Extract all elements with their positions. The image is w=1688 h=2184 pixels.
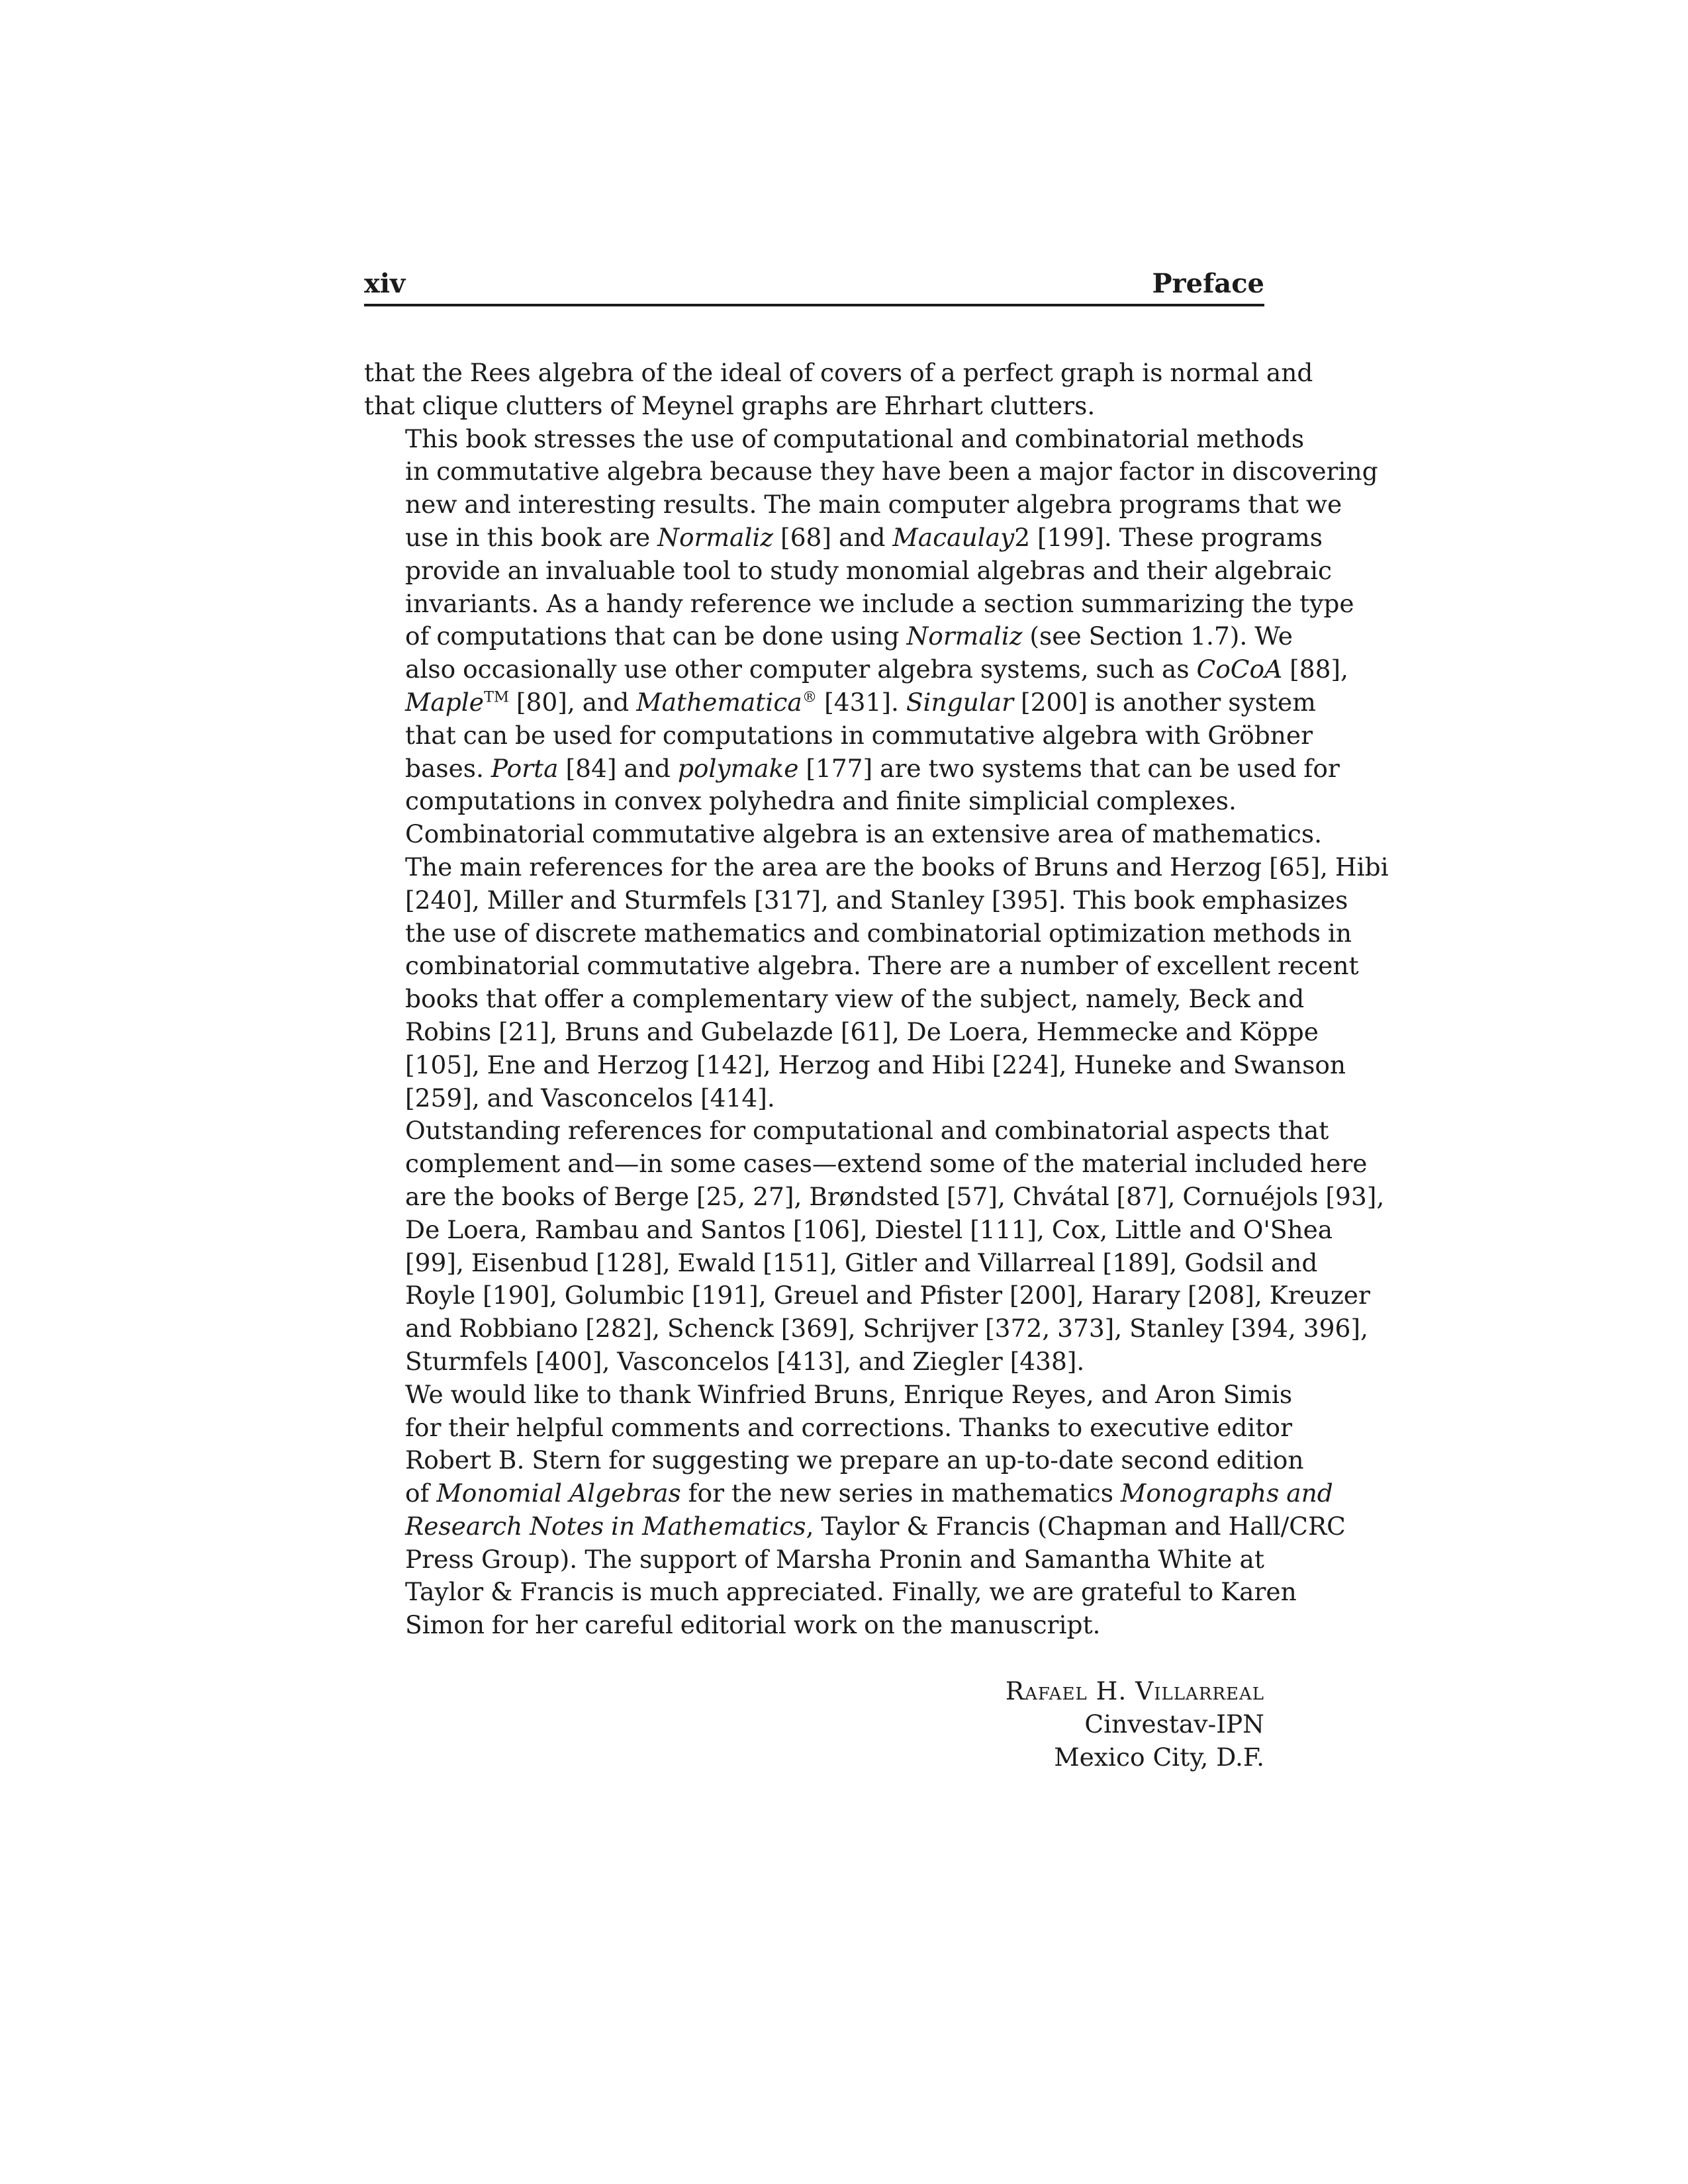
text-line: [259], and Vasconcelos [414]. bbox=[405, 1083, 775, 1113]
text-line: Research Notes in Mathematics, Taylor & Francis (Chapman and Hall/CRC bbox=[405, 1511, 1346, 1541]
text-line: use in this book are Normaliz [68] and Macaulay2 [199]. These programs bbox=[405, 522, 1323, 552]
running-header bbox=[364, 268, 1264, 306]
text-line: in commutative algebra because they have been a major factor in discovering bbox=[405, 457, 1378, 486]
text-line: combinatorial commutative algebra. There are a number of excellent recent bbox=[405, 951, 1359, 981]
text-line: complement and—in some cases—extend some of the material included here bbox=[405, 1149, 1368, 1179]
paragraph bbox=[364, 1379, 1346, 1642]
text-line: Robins [21], Bruns and Gubelazde [61], De Loera, Hemmecke and Köppe bbox=[405, 1017, 1319, 1046]
text-line: Maple™ [80], and Mathematica® [431]. Singular [200] is another system bbox=[405, 687, 1316, 717]
paragraph bbox=[364, 357, 1313, 423]
text-line: [105], Ene and Herzog [142], Herzog and Hibi [224], Huneke and Swanson bbox=[405, 1050, 1346, 1079]
text-line: Robert B. Stern for suggesting we prepare an up-to-date second edition bbox=[405, 1445, 1304, 1475]
text-line: The main references for the area are the books of Bruns and Herzog [65], Hibi bbox=[405, 852, 1389, 882]
text-line: Combinatorial commutative algebra is an extensive area of mathematics. bbox=[405, 819, 1323, 849]
text-line: bases. Porta [84] and polymake [177] are two systems that can be used for bbox=[405, 753, 1340, 783]
paragraph bbox=[364, 423, 1378, 819]
text-line: that can be used for computations in commutative algebra with Gröbner bbox=[405, 720, 1313, 750]
author-location: Mexico City, D.F. bbox=[1054, 1742, 1264, 1772]
text-line: the use of discrete mathematics and combinatorial optimization methods in bbox=[405, 918, 1352, 948]
page-number: xiv bbox=[364, 268, 406, 299]
text-line: for their helpful comments and corrections. Thanks to executive editor bbox=[405, 1412, 1292, 1442]
author-name: Rafael H. Villarreal bbox=[1005, 1676, 1264, 1706]
text-line: Taylor & Francis is much appreciated. Finally, we are grateful to Karen bbox=[405, 1577, 1297, 1607]
text-line: Royle [190], Golumbic [191], Greuel and Pfister [200], Harary [208], Kreuzer bbox=[405, 1281, 1370, 1310]
text-line: [240], Miller and Sturmfels [317], and Stanley [395]. This book emphasizes bbox=[405, 885, 1348, 915]
text-line: that clique clutters of Meynel graphs are Ehrhart clutters. bbox=[364, 390, 1096, 420]
text-line: provide an invaluable tool to study monomial algebras and their algebraic bbox=[405, 555, 1333, 585]
text-line: Outstanding references for computational and combinatorial aspects that bbox=[405, 1116, 1329, 1146]
paragraph bbox=[364, 1115, 1385, 1378]
text-line: This book stresses the use of computational and combinatorial methods bbox=[405, 424, 1305, 453]
text-line: of computations that can be done using Normaliz (see Section 1.7). We bbox=[405, 621, 1293, 651]
text-line: also occasionally use other computer algebra systems, such as CoCoA [88], bbox=[405, 655, 1348, 684]
text-line: and Robbiano [282], Schenck [369], Schrijver [372, 373], Stanley [394, 396], bbox=[405, 1314, 1368, 1343]
preface-body bbox=[364, 357, 1389, 1642]
text-line: invariants. As a handy reference we include a section summarizing the type bbox=[405, 588, 1354, 618]
section-title: Preface bbox=[1152, 268, 1264, 299]
text-line: We would like to thank Winfried Bruns, Enrique Reyes, and Aron Simis bbox=[405, 1379, 1293, 1409]
page bbox=[364, 268, 1389, 1774]
text-line: Simon for her careful editorial work on the manuscript. bbox=[405, 1610, 1101, 1640]
text-line: are the books of Berge [25, 27], Brøndsted [57], Chvátal [87], Cornuéjols [93], bbox=[405, 1181, 1385, 1211]
text-line: new and interesting results. The main computer algebra programs that we bbox=[405, 490, 1342, 520]
text-line: books that offer a complementary view of the subject, namely, Beck and bbox=[405, 984, 1305, 1014]
text-line: Sturmfels [400], Vasconcelos [413], and Ziegler [438]. bbox=[405, 1346, 1085, 1376]
text-line: De Loera, Rambau and Santos [106], Diestel [111], Cox, Little and O'Shea bbox=[405, 1214, 1333, 1244]
text-line: that the Rees algebra of the ideal of covers of a perfect graph is normal and bbox=[364, 358, 1313, 387]
paragraph bbox=[364, 818, 1389, 1115]
text-line: computations in convex polyhedra and finite simplicial complexes. bbox=[405, 786, 1237, 816]
text-line: Press Group). The support of Marsha Pronin and Samantha White at bbox=[405, 1544, 1264, 1574]
signature-block bbox=[364, 1675, 1264, 1774]
text-line: of Monomial Algebras for the new series in mathematics Monographs and bbox=[405, 1479, 1333, 1508]
author-affiliation: Cinvestav-IPN bbox=[1084, 1709, 1264, 1739]
text-line: [99], Eisenbud [128], Ewald [151], Gitler and Villarreal [189], Godsil and bbox=[405, 1248, 1318, 1277]
